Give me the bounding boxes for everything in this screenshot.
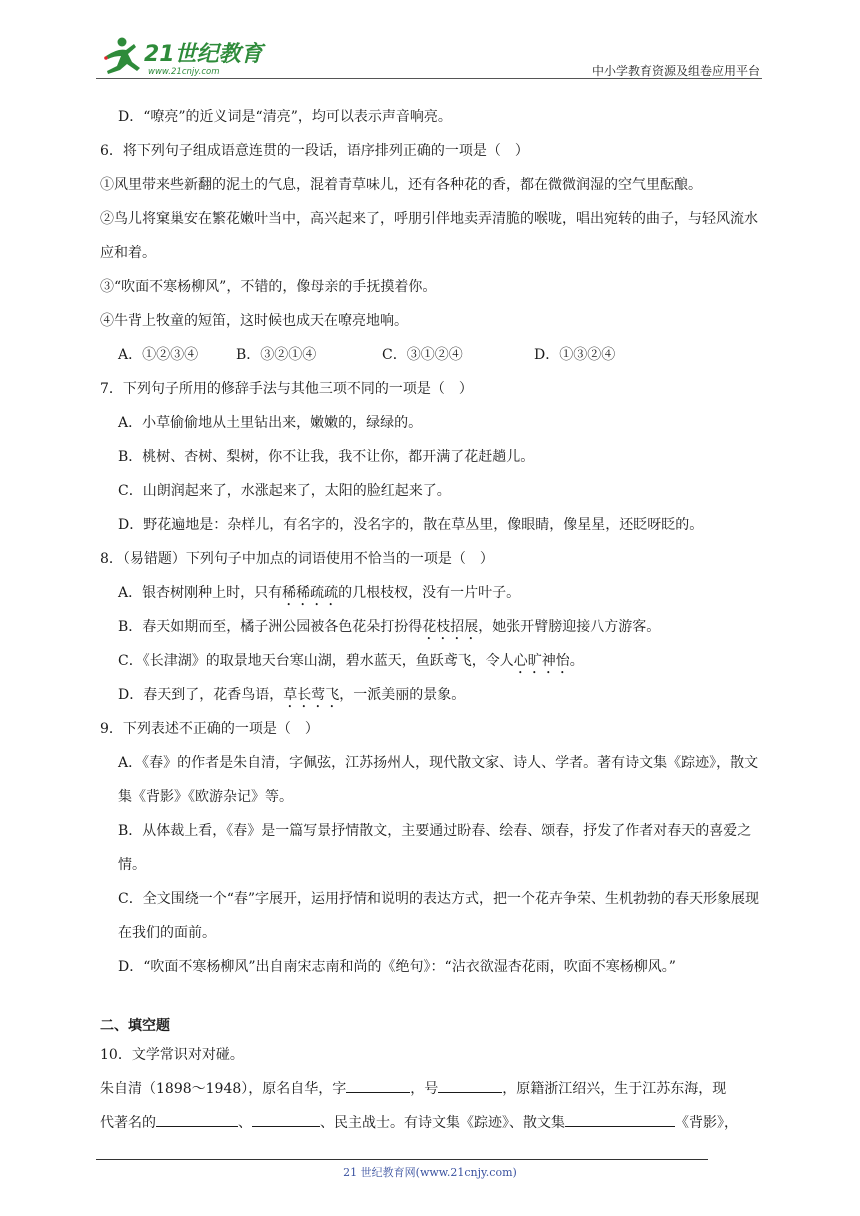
q7-option-b: B．桃树、杏树、梨树，你不让我，我不让你，都开满了花赶趟儿。 bbox=[118, 449, 535, 465]
q9-option-c: C．全文围绕一个“春”字展开，运用抒情和说明的表达方式，把一个花卉争荣、生机勃勃的春天形象展现在我们的面前。 bbox=[118, 891, 760, 941]
q6-option-a: A．①②③④ bbox=[118, 347, 199, 363]
dotted-word: 花枝招展 bbox=[422, 619, 479, 635]
header-divider bbox=[96, 78, 762, 79]
footer-link[interactable]: 21 世纪教育网(www.21cnjy.com) bbox=[343, 1166, 517, 1179]
answer-blank[interactable] bbox=[438, 1078, 502, 1093]
q8-option-a: A．银杏树刚种上时，只有稀稀疏疏的几根枝杈，没有一片叶子。 bbox=[118, 585, 521, 601]
q6-option-b: B．③②①④ bbox=[236, 347, 317, 363]
dotted-word: 心旷神怡 bbox=[513, 653, 570, 669]
q6-option-c: C．③①②④ bbox=[382, 347, 463, 363]
answer-blank[interactable] bbox=[565, 1112, 675, 1127]
q6-sentence-1: ①风里带来些新翻的泥土的气息，混着青草味儿，还有各种花的香，都在微微润湿的空气里酝酿。 bbox=[100, 177, 702, 193]
q8-option-c: C．《长津湖》的取景地天台寒山湖，碧水蓝天，鱼跃鸢飞，令人心旷神怡。 bbox=[118, 653, 584, 669]
q8-option-d: D．春天到了，花香鸟语，草长莺飞，一派美丽的景象。 bbox=[118, 687, 466, 703]
q6-sentence-3: ③“吹面不寒杨柳风”，不错的，像母亲的手抚摸着你。 bbox=[100, 279, 437, 295]
q8-stem: 8．（易错题）下列句子中加点的词语使用不恰当的一项是（ ） bbox=[100, 551, 494, 567]
q7-option-d: D．野花遍地是：杂样儿，有名字的，没名字的，散在草丛里，像眼睛，像星星，还眨呀眨的。 bbox=[118, 517, 704, 533]
q8-option-b: B．春天如期而至，橘子洲公园被各色花朵打扮得花枝招展，她张开臂膀迎接八方游客。 bbox=[118, 619, 661, 635]
dotted-word: 草长莺飞 bbox=[283, 687, 340, 703]
dotted-word: 稀稀疏疏 bbox=[282, 585, 339, 601]
q6-sentence-2: ②鸟儿将窠巢安在繁花嫩叶当中，高兴起来了，呼朋引伴地卖弄清脆的喉咙，唱出宛转的曲子，与轻风流水应和着。 bbox=[100, 211, 758, 261]
answer-blank[interactable] bbox=[252, 1112, 320, 1127]
page-content bbox=[100, 100, 764, 1140]
q9-stem: 9．下列表述不正确的一项是（ ） bbox=[100, 721, 319, 737]
answer-blank[interactable] bbox=[346, 1078, 410, 1093]
q5-option-d: D．“嘹亮”的近义词是“清亮”，均可以表示声音响亮。 bbox=[118, 109, 452, 125]
q7-option-c: C．山朗润起来了，水涨起来了，太阳的脸红起来了。 bbox=[118, 483, 451, 499]
q9-option-a: A．《春》的作者是朱自清，字佩弦，江苏扬州人，现代散文家、诗人、学者。著有诗文集《踪迹》，散文集《背影》《欧游杂记》等。 bbox=[118, 755, 759, 805]
q6-option-d: D．①③②④ bbox=[534, 347, 616, 363]
page-header bbox=[96, 34, 766, 80]
q9-option-b: B．从体裁上看，《春》是一篇写景抒情散文，主要通过盼春、绘春、颂春，抒发了作者对春天的喜爱之情。 bbox=[118, 823, 752, 873]
q10-line-2: 代著名的 、 、民主战士。有诗文集《踪迹》、散文集 《背影》， bbox=[100, 1106, 764, 1140]
q10-stem: 10．文学常识对对碰。 bbox=[100, 1047, 244, 1063]
platform-name: 中小学教育资源及组卷应用平台 bbox=[591, 64, 760, 78]
q6-stem: 6．将下列句子组成语意连贯的一段话，语序排列正确的一项是（ ） bbox=[100, 143, 529, 159]
q6-options bbox=[100, 338, 764, 372]
answer-blank[interactable] bbox=[156, 1112, 238, 1127]
footer-divider bbox=[96, 1159, 708, 1160]
q10-line-1: 朱自清（1898～1948），原名自华，字 ，号 ，原籍浙江绍兴，生于江苏东海，现 bbox=[100, 1072, 764, 1106]
svg-text:www.21cnjy.com: www.21cnjy.com bbox=[148, 67, 220, 77]
q7-option-a: A．小草偷偷地从土里钻出来，嫩嫩的，绿绿的。 bbox=[118, 415, 423, 431]
q9-option-d: D．“吹面不寒杨柳风”出自南宋志南和尚的《绝句》：“沾衣欲湿杏花雨，吹面不寒杨柳风。” bbox=[118, 959, 676, 975]
q6-sentence-4: ④牛背上牧童的短笛，这时候也成天在嘹亮地响。 bbox=[100, 313, 408, 329]
q7-stem: 7．下列句子所用的修辞手法与其他三项不同的一项是（ ） bbox=[100, 381, 473, 397]
section-title-fill-in: 二、填空题 bbox=[100, 1018, 170, 1034]
svg-text:21世纪教育: 21世纪教育 bbox=[144, 42, 263, 67]
logo-21cnjy bbox=[96, 34, 266, 78]
